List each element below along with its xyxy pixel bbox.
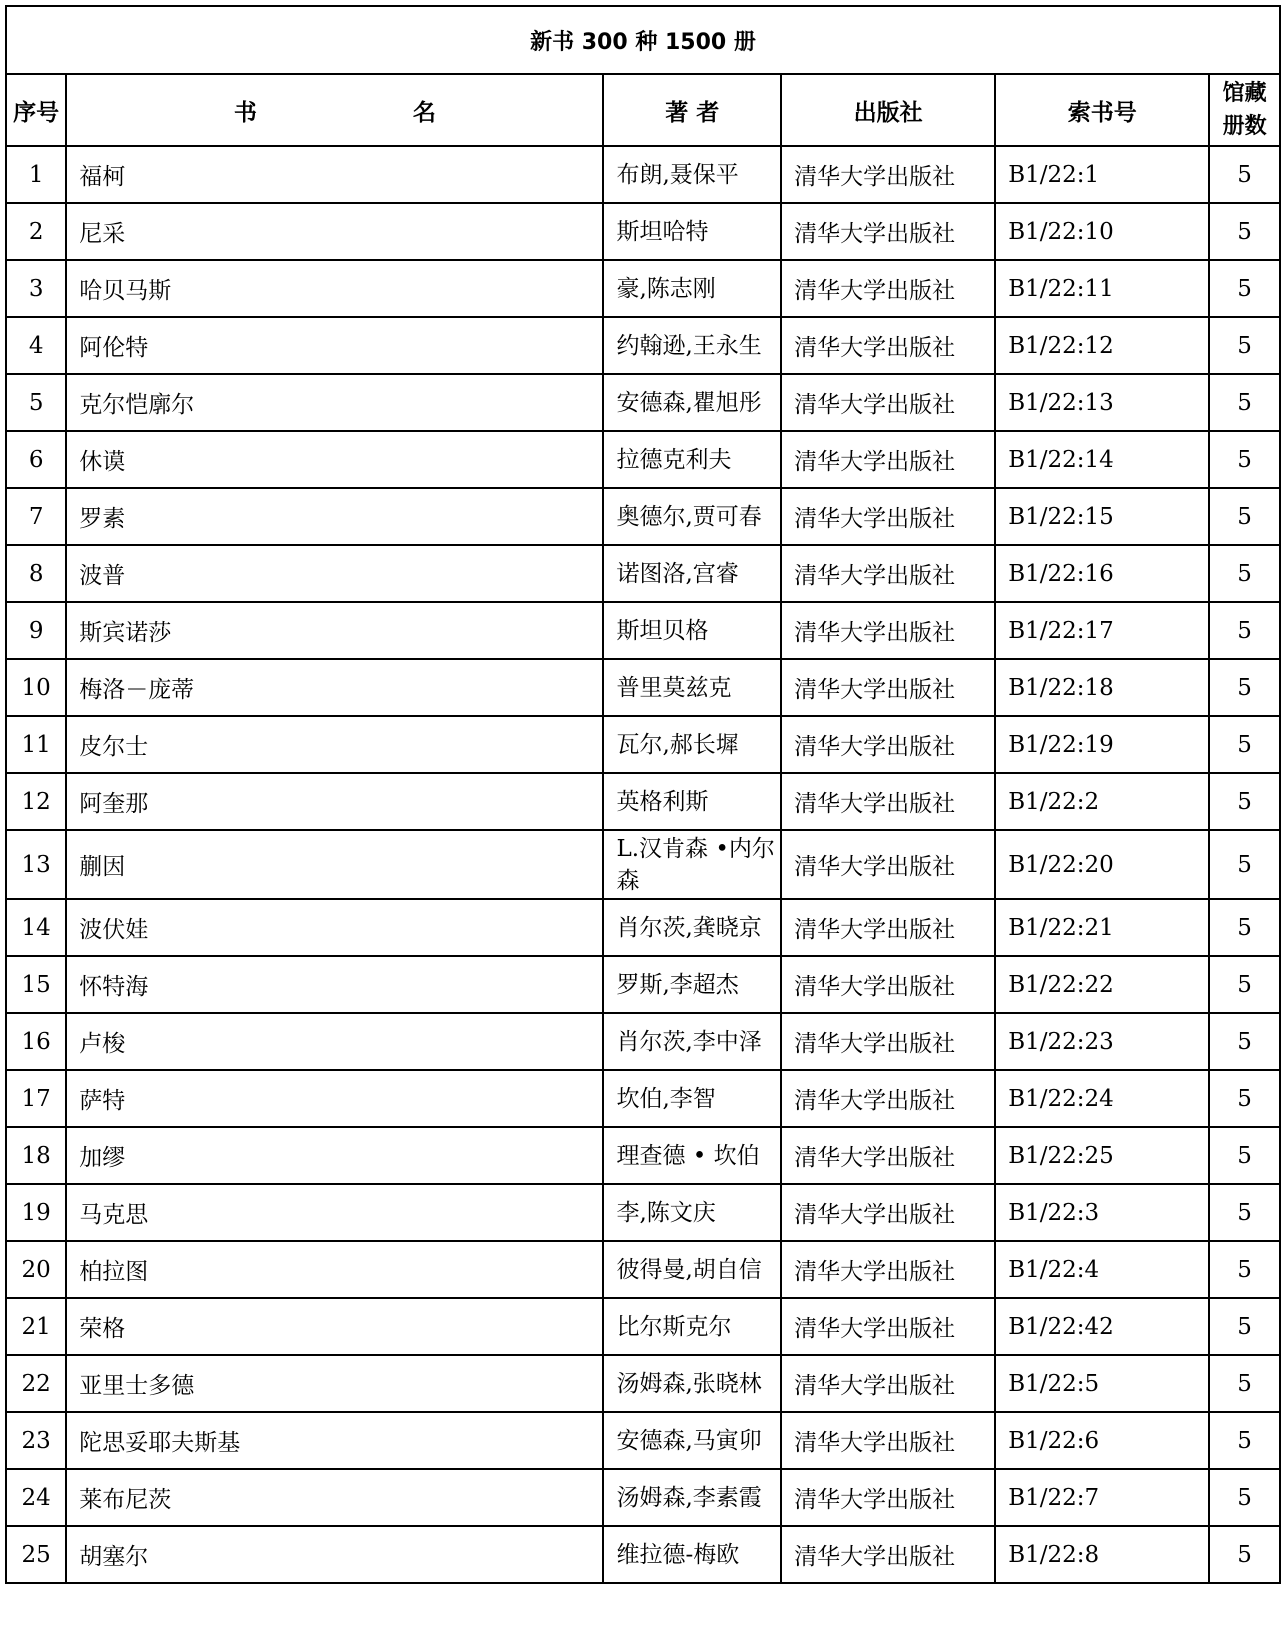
book-title: 亚里士多德 <box>66 1355 603 1412</box>
book-title: 尼采 <box>66 203 603 260</box>
copy-count: 5 <box>1209 1526 1280 1583</box>
row-number: 8 <box>6 545 66 602</box>
book-title: 荣格 <box>66 1298 603 1355</box>
book-publisher: 清华大学出版社 <box>781 1013 995 1070</box>
book-title: 萨特 <box>66 1070 603 1127</box>
book-publisher: 清华大学出版社 <box>781 1184 995 1241</box>
book-author: 布朗,聂保平 <box>603 146 781 203</box>
table-row <box>6 317 1280 374</box>
book-title: 卢梭 <box>66 1013 603 1070</box>
book-author: 豪,陈志刚 <box>603 260 781 317</box>
call-number: B1/22:13 <box>995 374 1209 431</box>
table-row <box>6 1526 1280 1583</box>
header-count-line2: 册数 <box>1222 114 1267 139</box>
row-number: 3 <box>6 260 66 317</box>
book-title: 莱布尼茨 <box>66 1469 603 1526</box>
book-publisher: 清华大学出版社 <box>781 260 995 317</box>
table-row <box>6 956 1280 1013</box>
copy-count: 5 <box>1209 602 1280 659</box>
book-author: 坎伯,李智 <box>603 1070 781 1127</box>
call-number: B1/22:2 <box>995 773 1209 830</box>
call-number: B1/22:20 <box>995 830 1209 899</box>
call-number: B1/22:3 <box>995 1184 1209 1241</box>
book-title: 梅洛－庞蒂 <box>66 659 603 716</box>
book-publisher: 清华大学出版社 <box>781 773 995 830</box>
table-row <box>6 1070 1280 1127</box>
call-number: B1/22:12 <box>995 317 1209 374</box>
book-publisher: 清华大学出版社 <box>781 203 995 260</box>
book-title: 波普 <box>66 545 603 602</box>
copy-count: 5 <box>1209 545 1280 602</box>
table-row <box>6 374 1280 431</box>
book-title: 柏拉图 <box>66 1241 603 1298</box>
call-number: B1/22:8 <box>995 1526 1209 1583</box>
book-author: 拉德克利夫 <box>603 431 781 488</box>
book-publisher: 清华大学出版社 <box>781 1526 995 1583</box>
table-row <box>6 488 1280 545</box>
copy-count: 5 <box>1209 374 1280 431</box>
row-number: 6 <box>6 431 66 488</box>
table-row <box>6 830 1280 899</box>
table-row <box>6 1412 1280 1469</box>
book-author: 理查德 • 坎伯 <box>603 1127 781 1184</box>
call-number: B1/22:25 <box>995 1127 1209 1184</box>
header-count <box>1209 74 1280 146</box>
table-row <box>6 203 1280 260</box>
book-author: 彼得曼,胡自信 <box>603 1241 781 1298</box>
table-row <box>6 260 1280 317</box>
copy-count: 5 <box>1209 1241 1280 1298</box>
copy-count: 5 <box>1209 1469 1280 1526</box>
book-author: 普里莫兹克 <box>603 659 781 716</box>
header-author: 著 者 <box>603 74 781 146</box>
book-publisher: 清华大学出版社 <box>781 716 995 773</box>
book-author: 安德森,马寅卯 <box>603 1412 781 1469</box>
row-number: 16 <box>6 1013 66 1070</box>
table-row <box>6 1184 1280 1241</box>
call-number: B1/22:23 <box>995 1013 1209 1070</box>
book-author: 罗斯,李超杰 <box>603 956 781 1013</box>
row-number: 25 <box>6 1526 66 1583</box>
header-publisher: 出版社 <box>781 74 995 146</box>
book-title: 陀思妥耶夫斯基 <box>66 1412 603 1469</box>
book-author: 维拉德-梅欧 <box>603 1526 781 1583</box>
call-number: B1/22:1 <box>995 146 1209 203</box>
row-number: 18 <box>6 1127 66 1184</box>
copy-count: 5 <box>1209 830 1280 899</box>
book-author: 李,陈文庆 <box>603 1184 781 1241</box>
call-number: B1/22:24 <box>995 1070 1209 1127</box>
book-publisher: 清华大学出版社 <box>781 1298 995 1355</box>
book-publisher: 清华大学出版社 <box>781 545 995 602</box>
book-publisher: 清华大学出版社 <box>781 431 995 488</box>
table-row <box>6 716 1280 773</box>
book-publisher: 清华大学出版社 <box>781 1127 995 1184</box>
book-title: 波伏娃 <box>66 899 603 956</box>
book-publisher: 清华大学出版社 <box>781 146 995 203</box>
copy-count: 5 <box>1209 773 1280 830</box>
row-number: 11 <box>6 716 66 773</box>
table-row <box>6 431 1280 488</box>
book-author: 比尔斯克尔 <box>603 1298 781 1355</box>
copy-count: 5 <box>1209 1127 1280 1184</box>
book-title: 胡塞尔 <box>66 1526 603 1583</box>
row-number: 9 <box>6 602 66 659</box>
copy-count: 5 <box>1209 146 1280 203</box>
row-number: 17 <box>6 1070 66 1127</box>
book-title: 阿奎那 <box>66 773 603 830</box>
book-author: 斯坦哈特 <box>603 203 781 260</box>
book-publisher: 清华大学出版社 <box>781 1241 995 1298</box>
row-number: 23 <box>6 1412 66 1469</box>
book-list-table <box>5 5 1281 1584</box>
call-number: B1/22:7 <box>995 1469 1209 1526</box>
book-author: 汤姆森,张晓林 <box>603 1355 781 1412</box>
row-number: 12 <box>6 773 66 830</box>
call-number: B1/22:16 <box>995 545 1209 602</box>
book-title: 福柯 <box>66 146 603 203</box>
table-body <box>6 146 1280 1583</box>
call-number: B1/22:10 <box>995 203 1209 260</box>
book-author: 肖尔茨,李中泽 <box>603 1013 781 1070</box>
table-row <box>6 1355 1280 1412</box>
call-number: B1/22:6 <box>995 1412 1209 1469</box>
book-publisher: 清华大学出版社 <box>781 899 995 956</box>
copy-count: 5 <box>1209 716 1280 773</box>
copy-count: 5 <box>1209 203 1280 260</box>
book-author: 英格利斯 <box>603 773 781 830</box>
row-number: 20 <box>6 1241 66 1298</box>
header-row <box>6 74 1280 146</box>
book-publisher: 清华大学出版社 <box>781 956 995 1013</box>
book-title: 斯宾诺莎 <box>66 602 603 659</box>
call-number: B1/22:19 <box>995 716 1209 773</box>
call-number: B1/22:17 <box>995 602 1209 659</box>
row-number: 2 <box>6 203 66 260</box>
row-number: 19 <box>6 1184 66 1241</box>
table-row <box>6 899 1280 956</box>
table-row <box>6 773 1280 830</box>
book-title: 休谟 <box>66 431 603 488</box>
table-row <box>6 1013 1280 1070</box>
copy-count: 5 <box>1209 1184 1280 1241</box>
copy-count: 5 <box>1209 899 1280 956</box>
book-title: 哈贝马斯 <box>66 260 603 317</box>
table-row <box>6 1298 1280 1355</box>
copy-count: 5 <box>1209 1412 1280 1469</box>
book-title: 马克思 <box>66 1184 603 1241</box>
copy-count: 5 <box>1209 1298 1280 1355</box>
book-title: 加缪 <box>66 1127 603 1184</box>
book-author: 斯坦贝格 <box>603 602 781 659</box>
table-row <box>6 1241 1280 1298</box>
book-author: 约翰逊,王永生 <box>603 317 781 374</box>
row-number: 22 <box>6 1355 66 1412</box>
table-row <box>6 1469 1280 1526</box>
row-number: 10 <box>6 659 66 716</box>
header-title-left: 书 <box>233 99 257 126</box>
call-number: B1/22:14 <box>995 431 1209 488</box>
row-number: 24 <box>6 1469 66 1526</box>
book-title: 克尔恺廓尔 <box>66 374 603 431</box>
book-title: 蒯因 <box>66 830 603 899</box>
call-number: B1/22:18 <box>995 659 1209 716</box>
book-publisher: 清华大学出版社 <box>781 317 995 374</box>
header-call-number: 索书号 <box>995 74 1209 146</box>
call-number: B1/22:4 <box>995 1241 1209 1298</box>
row-number: 15 <box>6 956 66 1013</box>
call-number: B1/22:22 <box>995 956 1209 1013</box>
copy-count: 5 <box>1209 260 1280 317</box>
copy-count: 5 <box>1209 1070 1280 1127</box>
copy-count: 5 <box>1209 1013 1280 1070</box>
table-row <box>6 602 1280 659</box>
row-number: 7 <box>6 488 66 545</box>
copy-count: 5 <box>1209 488 1280 545</box>
call-number: B1/22:11 <box>995 260 1209 317</box>
row-number: 4 <box>6 317 66 374</box>
table-row <box>6 146 1280 203</box>
row-number: 14 <box>6 899 66 956</box>
header-title <box>66 74 603 146</box>
header-no: 序号 <box>6 74 66 146</box>
copy-count: 5 <box>1209 431 1280 488</box>
row-number: 21 <box>6 1298 66 1355</box>
header-title-right: 名 <box>412 99 436 126</box>
table-title: 新书 300 种 1500 册 <box>6 6 1280 74</box>
title-row <box>6 6 1280 74</box>
book-author: 诺图洛,宫睿 <box>603 545 781 602</box>
copy-count: 5 <box>1209 659 1280 716</box>
book-author: 瓦尔,郝长墀 <box>603 716 781 773</box>
call-number: B1/22:5 <box>995 1355 1209 1412</box>
book-author: 汤姆森,李素霞 <box>603 1469 781 1526</box>
call-number: B1/22:21 <box>995 899 1209 956</box>
book-author: L.汉肯森 •内尔森 <box>603 830 781 899</box>
book-publisher: 清华大学出版社 <box>781 1355 995 1412</box>
book-author: 安德森,瞿旭彤 <box>603 374 781 431</box>
book-author: 肖尔茨,龚晓京 <box>603 899 781 956</box>
table-row <box>6 659 1280 716</box>
book-publisher: 清华大学出版社 <box>781 659 995 716</box>
book-publisher: 清华大学出版社 <box>781 488 995 545</box>
book-publisher: 清华大学出版社 <box>781 1070 995 1127</box>
copy-count: 5 <box>1209 317 1280 374</box>
copy-count: 5 <box>1209 1355 1280 1412</box>
book-publisher: 清华大学出版社 <box>781 1469 995 1526</box>
table-row <box>6 545 1280 602</box>
book-publisher: 清华大学出版社 <box>781 1412 995 1469</box>
book-publisher: 清华大学出版社 <box>781 830 995 899</box>
copy-count: 5 <box>1209 956 1280 1013</box>
table-row <box>6 1127 1280 1184</box>
book-title: 罗素 <box>66 488 603 545</box>
call-number: B1/22:42 <box>995 1298 1209 1355</box>
book-title: 阿伦特 <box>66 317 603 374</box>
row-number: 13 <box>6 830 66 899</box>
book-title: 皮尔士 <box>66 716 603 773</box>
header-count-line1: 馆藏 <box>1222 81 1267 106</box>
book-author: 奥德尔,贾可春 <box>603 488 781 545</box>
book-publisher: 清华大学出版社 <box>781 602 995 659</box>
book-title: 怀特海 <box>66 956 603 1013</box>
book-publisher: 清华大学出版社 <box>781 374 995 431</box>
call-number: B1/22:15 <box>995 488 1209 545</box>
row-number: 5 <box>6 374 66 431</box>
row-number: 1 <box>6 146 66 203</box>
